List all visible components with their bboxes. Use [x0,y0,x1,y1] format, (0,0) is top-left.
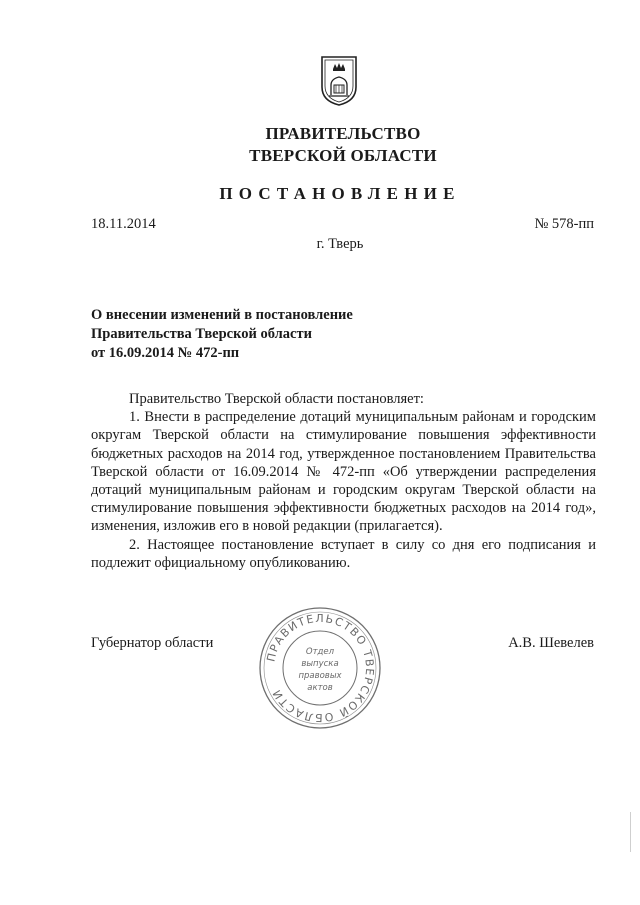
coat-of-arms-icon [319,55,359,107]
body-item-2: 2. Настоящее постановление вступает в силу со дня его подписания и подлежит официальному опубликованию. [91,536,596,571]
stamp-ring-text: ПРАВИТЕЛЬСТВО ТВЕРСКОЙ ОБЛАСТИ [264,611,377,725]
document-subject [91,306,491,363]
subject-line: от 16.09.2014 № 472-пп [91,345,240,361]
signatory-position: Губернатор области [91,635,214,651]
signatory-name: А.В. Шевелев [508,635,594,651]
stamp-text-line: актов [307,683,333,693]
stamp-text-line: выпуска [301,659,339,669]
subject-line: Правительства Тверской области [91,326,312,342]
document-body [91,390,596,572]
document-date: 18.11.2014 [91,216,156,232]
stamp-text-line: Отдел [305,647,335,657]
document-type-title: ПОСТАНОВЛЕНИЕ [219,184,461,203]
body-item-1: 1. Внести в распределение дотаций муниципальным районам и городским округам Тверской области на стимулирование повышения эффективности бюджетных расходов на 2014 год, утвержденное постановлением Правительства Тверской области от 16.09.2014 № 472-пп «Об утверждении распределения дотаций муниципальным районам и городским округам Тверской области на стимулирование повышения эффективности бюджетных расходов на 2014 год», изменения, изложив его в новой редакции (прилагается). [91,409,596,535]
document-number: № 578-пп [534,216,594,232]
document-city: г. Тверь [316,236,364,252]
body-intro: Правительство Тверской области постановляет: [129,391,424,407]
subject-line: О внесении изменений в постановление [91,307,353,323]
page-edge-mark [630,812,631,852]
stamp-text-line: правовых [298,671,342,681]
official-stamp [256,604,384,732]
organization-name-line1: ПРАВИТЕЛЬСТВО [265,124,421,143]
organization-name-line2: ТВЕРСКОЙ ОБЛАСТИ [249,146,437,165]
